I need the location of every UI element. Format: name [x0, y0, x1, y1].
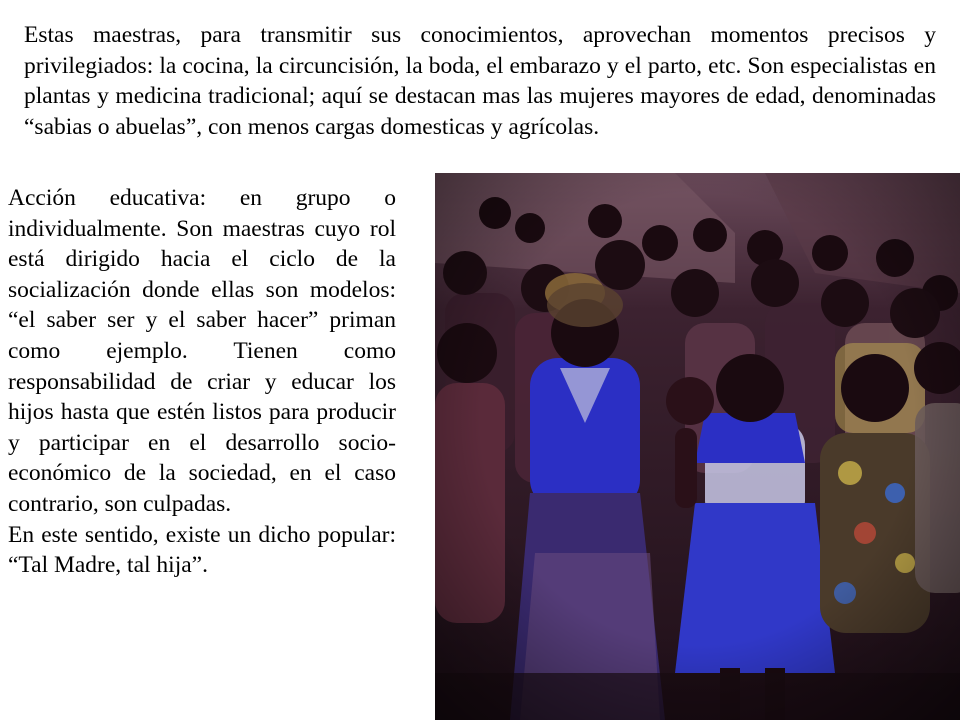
children-group-photo: [435, 173, 960, 720]
children-group-illustration: [435, 173, 960, 720]
educational-action-paragraph: Acción educativa: en grupo o individualmente. Son maestras cuyo rol está dirigido hacia el ciclo de la socialización donde ellas son modelos: “el saber ser y el saber hacer” priman como ejemplo. Tienen como responsabilidad de criar y educar los hijos hasta que estén listos para producir y participar en el desarrollo socio-económico de la sociedad, en el caso contrario, son culpadas.: [8, 185, 396, 517]
popular-saying-paragraph: En este sentido, existe un dicho popular: “Tal Madre, tal hija”.: [8, 521, 396, 579]
side-text-column: [8, 183, 396, 581]
intro-paragraph: Estas maestras, para transmitir sus conocimientos, aprovechan momentos precisos y privilegiados: la cocina, la circuncisión, la boda, el embarazo y el parto, etc. Son especialistas en plantas y medicina tradicional; aquí se destacan mas las mujeres mayores de edad, denominadas “sabias o abuelas”, con menos cargas domesticas y agrícolas.: [24, 22, 936, 140]
